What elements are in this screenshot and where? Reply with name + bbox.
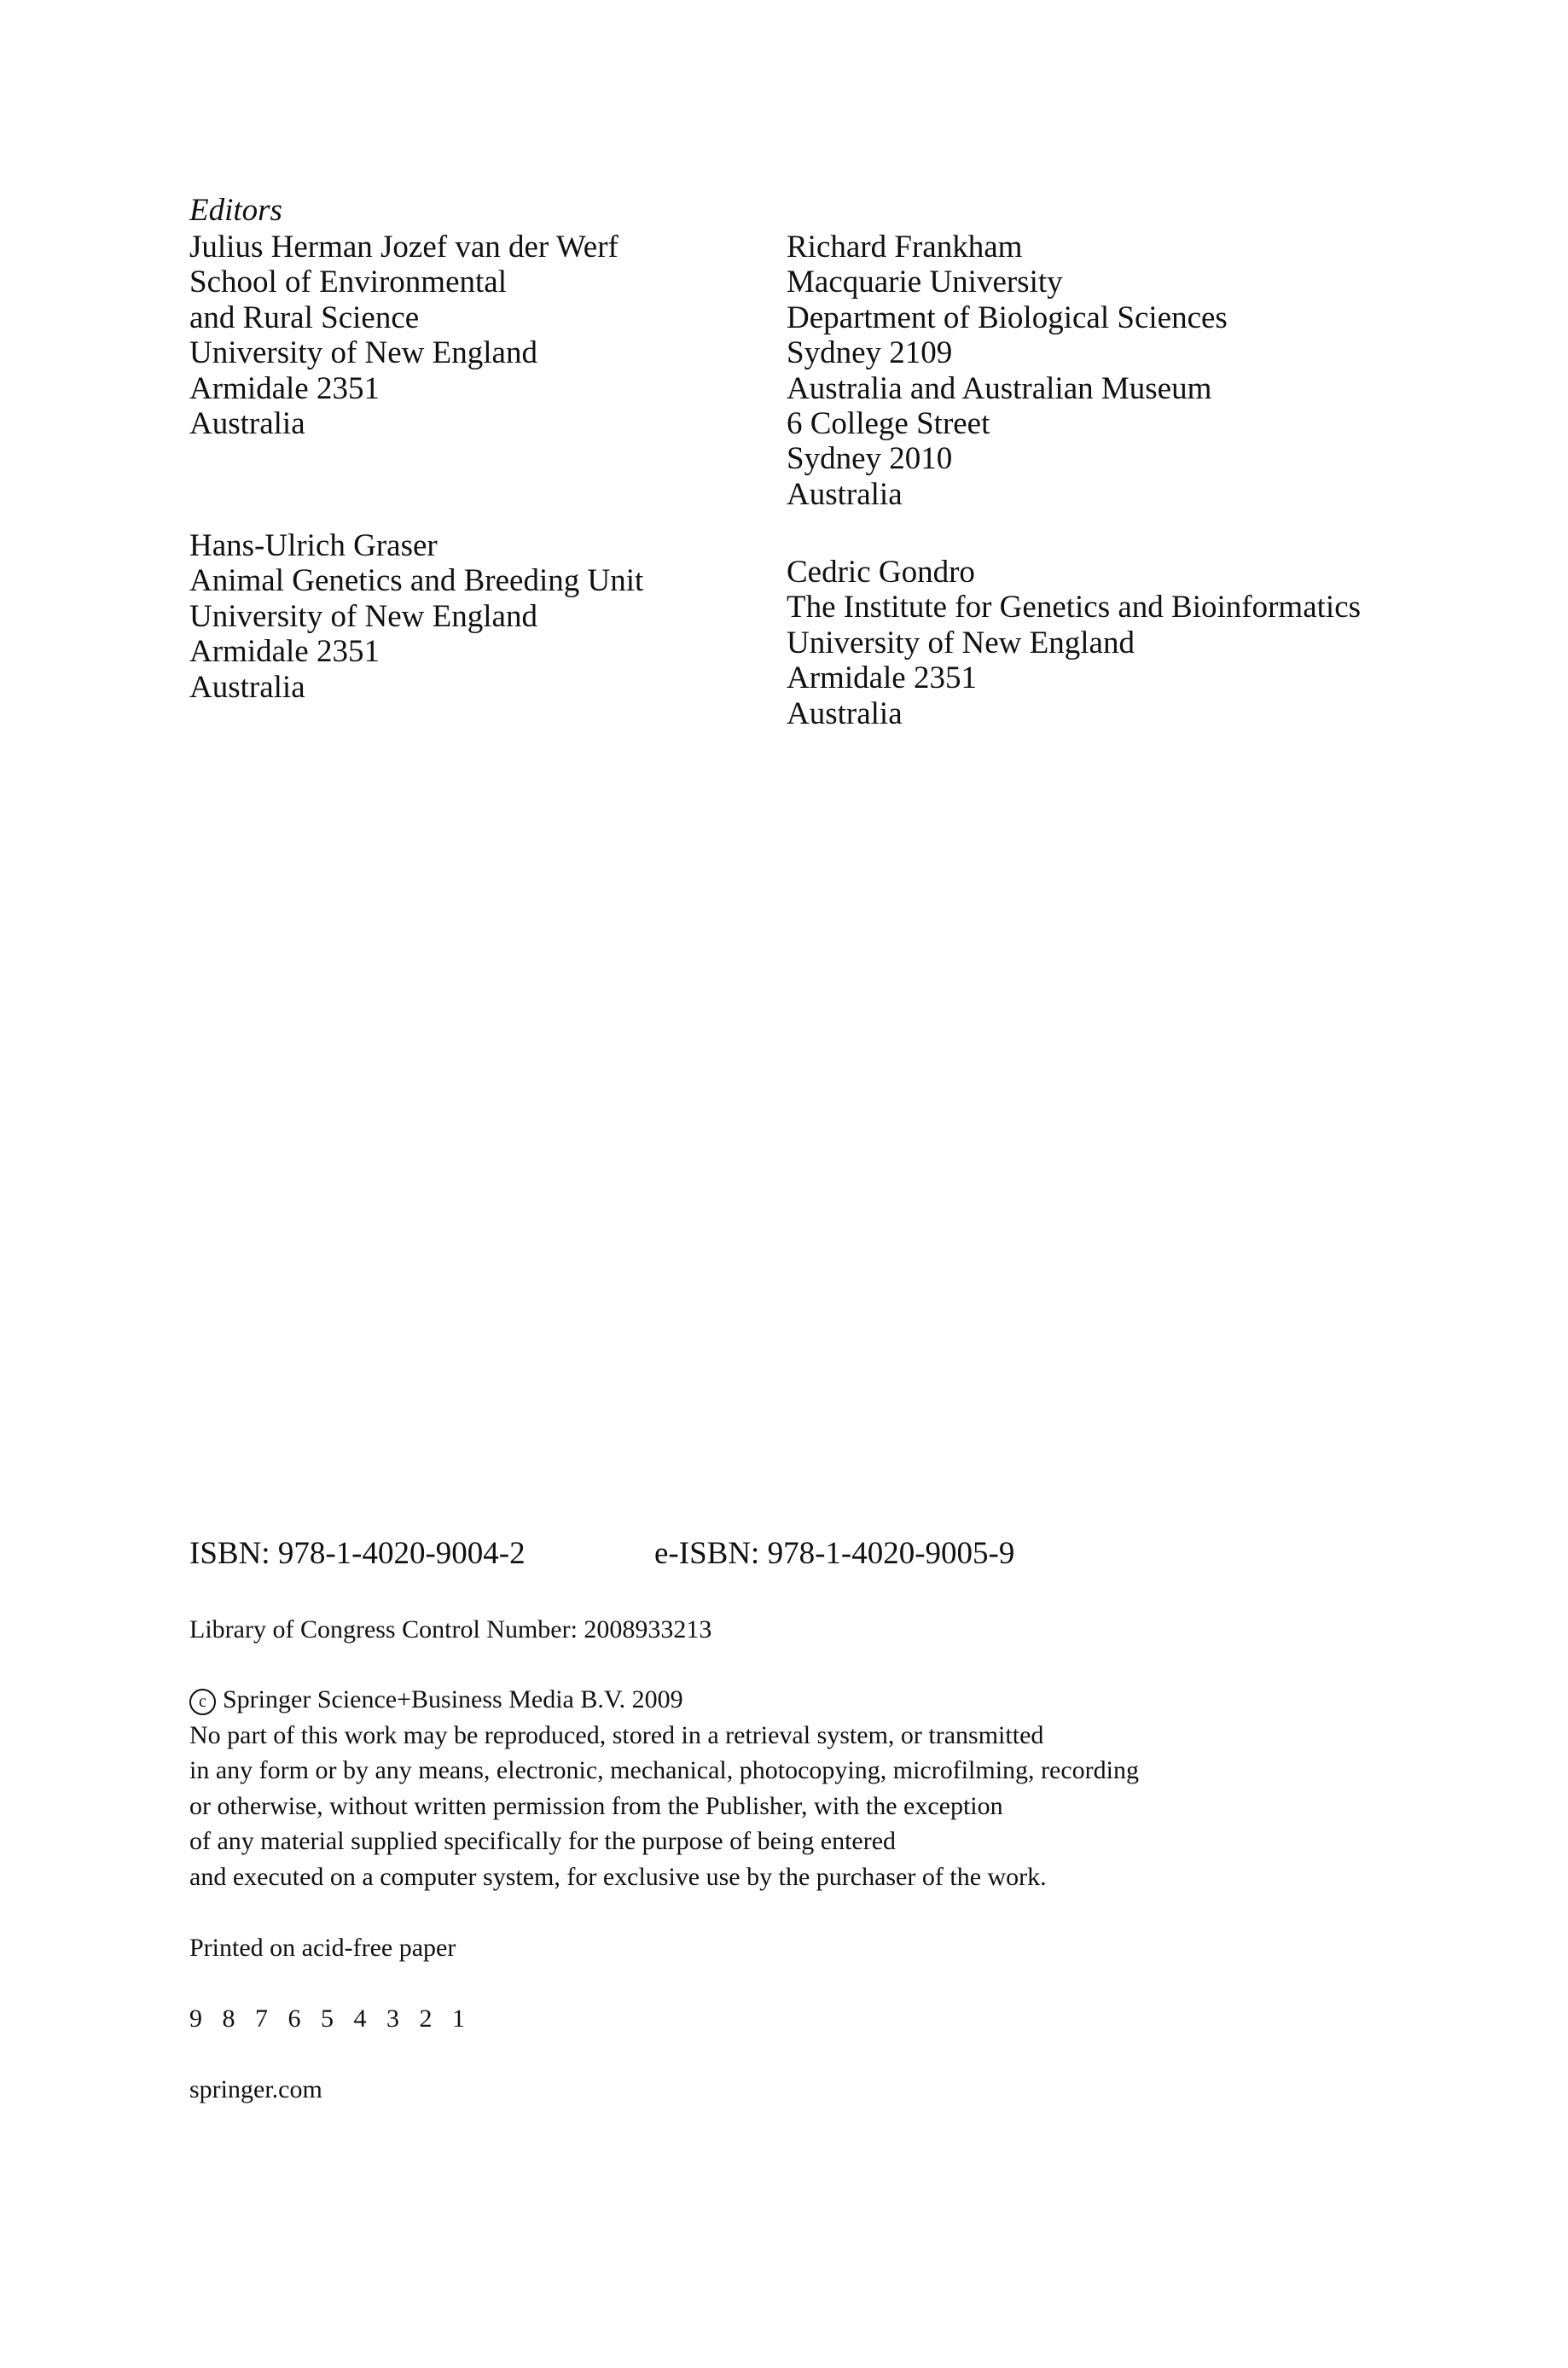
print-number: 5 <box>321 2004 334 2033</box>
print-number: 8 <box>222 2004 235 2033</box>
isbn: ISBN: 978-1-4020-9004-2 <box>189 1536 526 1571</box>
print-line <box>189 2001 479 2037</box>
address-line: Macquarie University <box>787 265 1063 300</box>
editor-address-block <box>787 555 1361 731</box>
address-line: Australia <box>189 669 305 705</box>
address-line: Sydney 2010 <box>787 441 953 477</box>
copyright-holder: Springer Science+Business Media B.V. 2009 <box>223 1685 683 1713</box>
publisher-website: springer.com <box>189 2075 322 2103</box>
editors-label: Editors <box>189 193 282 228</box>
copyright-icon: c <box>189 1689 216 1715</box>
address-line: Sydney 2109 <box>787 335 953 371</box>
address-line: Armidale 2351 <box>189 634 380 670</box>
address-line: Armidale 2351 <box>189 370 380 406</box>
notice-line: of any material supplied specifically for the purpose of being entered <box>189 1827 897 1855</box>
notice-line: or otherwise, without written permission from the Publisher, with the exception <box>189 1791 1003 1820</box>
print-number: 7 <box>255 2004 268 2033</box>
print-number: 1 <box>452 2004 465 2033</box>
address-line: Animal Genetics and Breeding Unit <box>189 563 644 599</box>
address-line: The Institute for Genetics and Bioinformatics <box>787 590 1362 625</box>
address-line: and Rural Science <box>189 300 420 335</box>
editor-address-block <box>189 230 618 441</box>
notice-line: No part of this work may be reproduced, stored in a retrieval system, or transmitted <box>189 1720 1044 1749</box>
address-line: University of New England <box>189 598 537 634</box>
print-number: 3 <box>386 2004 399 2033</box>
address-line: Australia <box>189 406 305 442</box>
notice-line: and executed on a computer system, for exclusive use by the purchaser of the work. <box>189 1862 1047 1891</box>
editor-address-block <box>189 528 643 705</box>
address-line: Australia and Australian Museum <box>787 370 1212 406</box>
copyright-notice <box>189 1682 1139 1894</box>
print-number: 6 <box>287 2004 301 2033</box>
print-number: 9 <box>189 2004 202 2033</box>
address-line: University of New England <box>189 335 537 371</box>
e-isbn: e-ISBN: 978-1-4020-9005-9 <box>654 1536 1015 1571</box>
address-line: 6 College Street <box>787 406 990 442</box>
isbn-row <box>189 1536 1015 1572</box>
print-number: 4 <box>353 2004 367 2033</box>
address-line: University of New England <box>787 625 1135 660</box>
paper-note: Printed on acid-free paper <box>189 1934 456 1962</box>
library-of-congress-number: Library of Congress Control Number: 2008933213 <box>189 1615 712 1644</box>
notice-line: in any form or by any means, electronic, mechanical, photocopying, microfilming, recording <box>189 1756 1139 1784</box>
address-line: Australia <box>787 695 903 731</box>
editor-address-block <box>787 230 1228 512</box>
editor-name: Hans-Ulrich Graser <box>189 528 438 563</box>
address-line: School of Environmental <box>189 265 507 300</box>
address-line: Australia <box>787 476 903 512</box>
editor-name: Cedric Gondro <box>787 555 975 590</box>
copyright-holder-line <box>189 1682 1139 1718</box>
editor-name: Richard Frankham <box>787 230 1023 265</box>
address-line: Armidale 2351 <box>787 660 977 696</box>
editor-name: Julius Herman Jozef van der Werf <box>189 230 618 265</box>
print-number: 2 <box>419 2004 433 2033</box>
address-line: Department of Biological Sciences <box>787 300 1228 335</box>
